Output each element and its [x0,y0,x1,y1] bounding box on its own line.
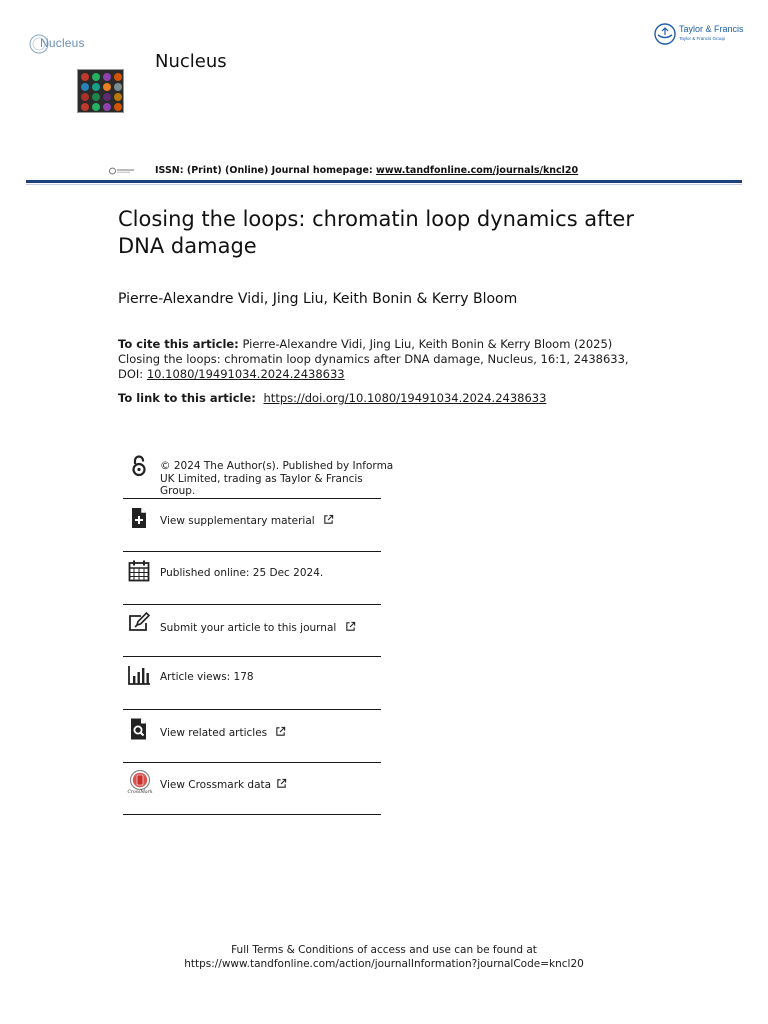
terms-footer-link[interactable]: https://www.tandfonline.com/action/journalInformation?journalCode=kncl20 [184,958,584,970]
article-link-line [118,391,546,405]
cite-text: Pierre-Alexandre Vidi, Jing Liu, Keith Bonin & Kerry Bloom (2025) Closing the loops: chromatin loop dynamics after DNA damage, Nucleus, 16:1, 2438633, DOI: [118,337,629,381]
supplementary-file-icon [127,506,151,530]
nucleus-logo [28,32,84,56]
cover-cell [81,73,89,81]
supplementary-material-row[interactable] [123,499,381,551]
cover-cell [103,83,111,91]
calendar-icon [127,559,151,583]
bar-chart-icon [127,663,151,687]
submit-edit-icon [127,611,151,635]
article-authors: Pierre-Alexandre Vidi, Jing Liu, Keith Bonin & Kerry Bloom [118,291,518,307]
external-link-icon [345,621,356,632]
published-date: Published online: 25 Dec 2024. [160,567,324,579]
publisher-small-logo-icon [109,160,135,168]
article-title: Closing the loops: chromatin loop dynamics after DNA damage [118,207,634,258]
open-access-row [123,450,394,498]
crossmark-link[interactable]: View Crossmark data [160,779,272,791]
taylor-francis-logo-icon [654,23,676,45]
related-articles-row[interactable] [123,710,381,762]
cover-cell [114,73,122,81]
journal-homepage-link[interactable]: www.tandfonline.com/journals/kncl20 [376,165,579,176]
journal-title: Nucleus [155,51,227,72]
issn-line [155,165,578,176]
article-views-row [123,657,381,709]
submit-article-link[interactable]: Submit your article to this journal [160,622,337,634]
cover-cell [81,103,89,111]
related-search-icon [127,717,151,741]
open-access-icon [127,454,151,478]
supplementary-link[interactable]: View supplementary material [160,515,315,527]
cite-doi-link[interactable]: 10.1080/19491034.2024.2438633 [146,367,345,381]
citation-block [118,337,638,382]
external-link-icon [323,514,334,525]
cover-cell [81,83,89,91]
external-link-icon [276,778,287,789]
link-label: To link to this article: [118,391,256,405]
cover-cell [103,73,111,81]
header-rule-thin [26,184,742,185]
cite-label: To cite this article: [118,337,239,351]
cover-cell [114,103,122,111]
cover-cell [103,93,111,101]
nucleus-logo-text: Nucleus [40,36,85,50]
copyright-line-3: Group. [160,485,196,497]
article-views: Article views: 178 [160,671,254,683]
cover-cell [92,103,100,111]
external-link-icon [275,726,286,737]
article-doi-link[interactable]: https://doi.org/10.1080/19491034.2024.2438633 [263,391,547,405]
crossmark-icon [126,770,154,798]
published-date-row [123,552,381,604]
copyright-text [160,460,393,498]
cover-cell [92,93,100,101]
copyright-line-2: UK Limited, trading as Taylor & Francis [160,472,363,485]
crossmark-row[interactable] [123,763,381,815]
cover-cell [81,93,89,101]
terms-footer [0,943,768,971]
taylor-francis-logo[interactable] [654,22,754,48]
journal-cover-image [77,69,124,113]
header-rule [26,180,742,183]
publisher-name: Taylor & Francis [679,24,744,34]
cover-cell [92,83,100,91]
related-articles-link[interactable]: View related articles [160,727,268,739]
copyright-line-1: © 2024 The Author(s). Published by Informa [160,460,394,472]
crossmark-label: CrossMark [127,790,153,795]
cover-cell [114,83,122,91]
cover-cell [103,103,111,111]
publisher-subname: Taylor & Francis Group [679,36,726,41]
cover-cell [114,93,122,101]
issn-prefix: ISSN: (Print) (Online) Journal homepage: [155,165,377,176]
terms-footer-line-1: Full Terms & Conditions of access and use can be found at [231,944,537,956]
cover-cell [92,73,100,81]
submit-article-row[interactable] [123,605,381,657]
panel-divider [123,814,381,815]
